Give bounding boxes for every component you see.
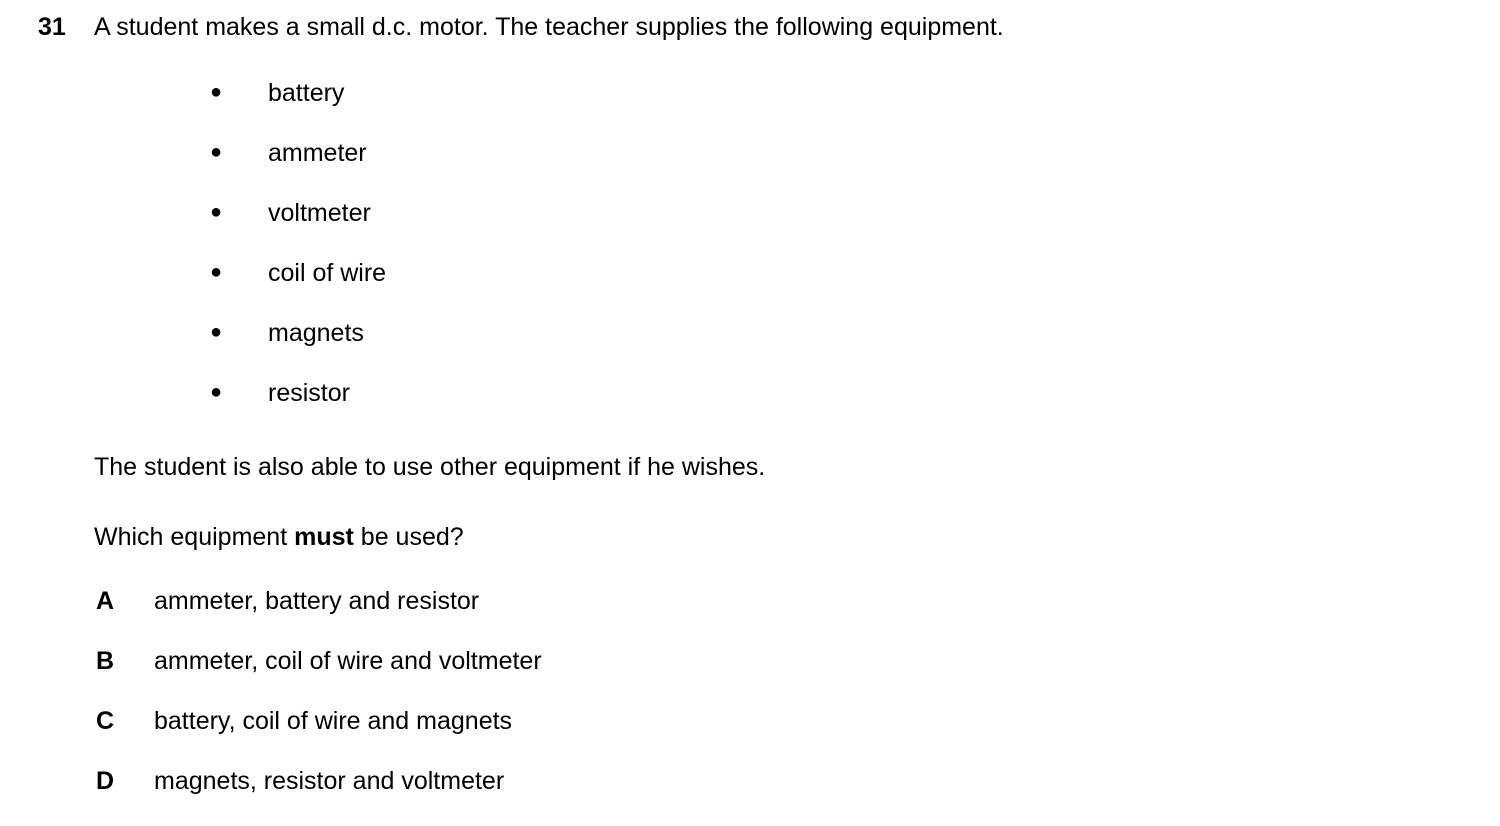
option-text: ammeter, battery and resistor: [154, 587, 480, 615]
prompt-emphasis-text: must: [294, 523, 354, 551]
question-stem: [38, 12, 1004, 42]
bullet-icon: ●: [210, 261, 223, 283]
list-item: [210, 78, 386, 138]
equipment-label: ammeter: [268, 139, 367, 167]
list-item: [210, 198, 386, 258]
option-letter: B: [96, 647, 115, 675]
list-item: [210, 378, 386, 438]
option-text: magnets, resistor and voltmeter: [154, 767, 505, 795]
equipment-label: coil of wire: [268, 259, 387, 287]
option-text: battery, coil of wire and magnets: [154, 707, 513, 735]
option-c[interactable]: [96, 706, 542, 766]
option-letter: A: [96, 587, 115, 615]
bullet-icon: ●: [210, 321, 223, 343]
question-number: 31: [38, 13, 66, 41]
bullet-icon: ●: [210, 381, 223, 403]
bullet-icon: ●: [210, 81, 223, 103]
answer-options: [96, 586, 542, 826]
list-item: [210, 318, 386, 378]
question-note: The student is also able to use other equipment if he wishes.: [94, 453, 766, 481]
list-item: [210, 138, 386, 198]
option-text: ammeter, coil of wire and voltmeter: [154, 647, 542, 675]
equipment-label: magnets: [268, 319, 364, 347]
option-d[interactable]: [96, 766, 542, 826]
option-a[interactable]: [96, 586, 542, 646]
option-b[interactable]: [96, 646, 542, 706]
equipment-label: resistor: [268, 379, 350, 407]
question-prompt: [94, 522, 464, 552]
prompt-before-text: Which equipment: [94, 523, 295, 551]
list-item: [210, 258, 386, 318]
option-letter: C: [96, 707, 115, 735]
bullet-icon: ●: [210, 141, 223, 163]
equipment-label: voltmeter: [268, 199, 371, 227]
equipment-label: battery: [268, 79, 345, 107]
equipment-list: [210, 78, 386, 438]
option-letter: D: [96, 767, 115, 795]
bullet-icon: ●: [210, 201, 223, 223]
prompt-after-text: be used?: [353, 523, 464, 551]
question-stem-text: A student makes a small d.c. motor. The teacher supplies the following equipment.: [94, 13, 1004, 41]
